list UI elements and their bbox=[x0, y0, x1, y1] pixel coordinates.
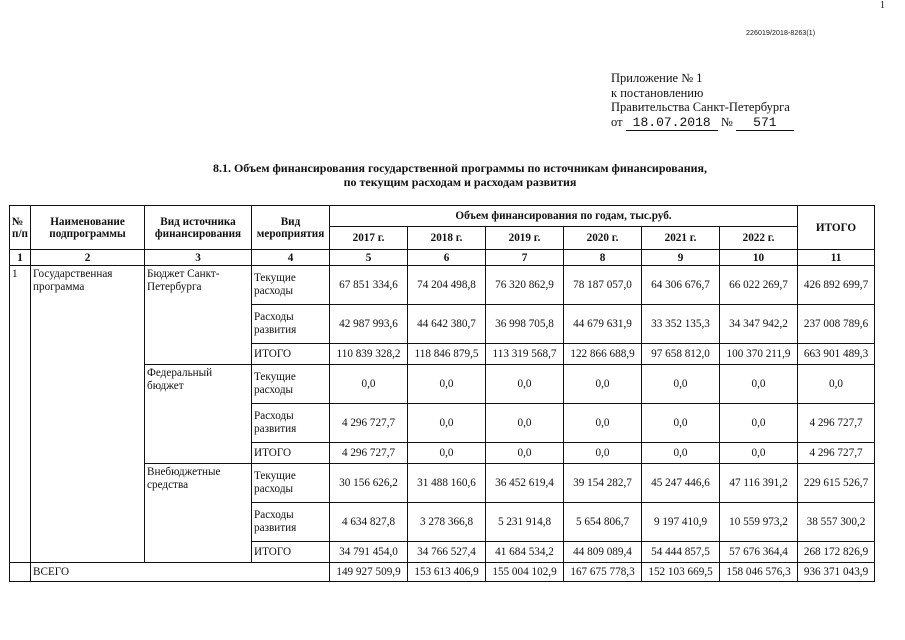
value-cell: 54 444 857,5 bbox=[642, 542, 720, 563]
source-name: Внебюджетные средства bbox=[145, 464, 252, 563]
header-years-group: Объем финансирования по годам, тыс.руб. bbox=[330, 206, 798, 227]
value-cell: 158 046 576,3 bbox=[720, 563, 798, 582]
kind-label: Текущие расходы bbox=[252, 464, 330, 503]
total-cell: 237 008 789,6 bbox=[798, 305, 875, 344]
value-cell: 76 320 862,9 bbox=[486, 266, 564, 305]
header-year: 2021 г. bbox=[642, 227, 720, 250]
total-cell: 936 371 043,9 bbox=[798, 563, 875, 582]
value-cell: 0,0 bbox=[408, 443, 486, 464]
value-cell: 167 675 778,3 bbox=[564, 563, 642, 582]
value-cell: 5 654 806,7 bbox=[564, 503, 642, 542]
value-cell: 33 352 135,3 bbox=[642, 305, 720, 344]
appendix-date-line bbox=[611, 115, 794, 132]
value-cell: 9 197 410,9 bbox=[642, 503, 720, 542]
column-index: 4 bbox=[252, 250, 330, 266]
page-corner-mark: 1 bbox=[880, 0, 885, 11]
value-cell: 4 296 727,7 bbox=[330, 404, 408, 443]
kind-label: Текущие расходы bbox=[252, 365, 330, 404]
value-cell: 110 839 328,2 bbox=[330, 344, 408, 365]
source-name: Федеральный бюджет bbox=[145, 365, 252, 464]
value-cell: 34 766 527,4 bbox=[408, 542, 486, 563]
total-cell: 38 557 300,2 bbox=[798, 503, 875, 542]
number-prefix: № bbox=[720, 114, 733, 129]
value-cell: 0,0 bbox=[486, 365, 564, 404]
kind-label: ИТОГО bbox=[252, 344, 330, 365]
source-name: Бюджет Санкт-Петербурга bbox=[145, 266, 252, 365]
total-cell: 268 172 826,9 bbox=[798, 542, 875, 563]
value-cell: 4 296 727,7 bbox=[330, 443, 408, 464]
value-cell: 0,0 bbox=[720, 404, 798, 443]
value-cell: 36 998 705,8 bbox=[486, 305, 564, 344]
financing-table bbox=[9, 205, 875, 582]
table-row bbox=[10, 266, 875, 305]
value-cell: 42 987 993,6 bbox=[330, 305, 408, 344]
grand-total-label: ВСЕГО bbox=[31, 563, 330, 582]
value-cell: 0,0 bbox=[486, 443, 564, 464]
value-cell: 100 370 211,9 bbox=[720, 344, 798, 365]
kind-label: ИТОГО bbox=[252, 443, 330, 464]
kind-label: Расходы развития bbox=[252, 305, 330, 344]
value-cell: 44 642 380,7 bbox=[408, 305, 486, 344]
total-cell: 229 615 526,7 bbox=[798, 464, 875, 503]
value-cell: 149 927 509,9 bbox=[330, 563, 408, 582]
value-cell: 118 846 879,5 bbox=[408, 344, 486, 365]
value-cell: 78 187 057,0 bbox=[564, 266, 642, 305]
value-cell: 30 156 626,2 bbox=[330, 464, 408, 503]
kind-label: Расходы развития bbox=[252, 404, 330, 443]
column-index: 3 bbox=[145, 250, 252, 266]
header-total: ИТОГО bbox=[798, 206, 875, 250]
value-cell: 0,0 bbox=[642, 365, 720, 404]
value-cell: 0,0 bbox=[408, 404, 486, 443]
header-year: 2018 г. bbox=[408, 227, 486, 250]
title-line-1: 8.1. Объем финансирования государственной программы по источникам финансирования, bbox=[212, 161, 708, 175]
subprogram-name: Государственная программа bbox=[31, 266, 145, 563]
value-cell: 97 658 812,0 bbox=[642, 344, 720, 365]
appendix-line-3: Правительства Санкт-Петербурга bbox=[611, 100, 790, 114]
row-number: 1 bbox=[10, 266, 31, 563]
value-cell: 152 103 669,5 bbox=[642, 563, 720, 582]
resolution-date: 18.07.2018 bbox=[626, 116, 718, 132]
value-cell: 0,0 bbox=[642, 404, 720, 443]
header-kind: Вид мероприятия bbox=[252, 206, 330, 250]
value-cell: 41 684 534,2 bbox=[486, 542, 564, 563]
header-year: 2020 г. bbox=[564, 227, 642, 250]
kind-label: Расходы развития bbox=[252, 503, 330, 542]
column-index: 9 bbox=[642, 250, 720, 266]
resolution-number: 571 bbox=[736, 116, 794, 132]
header-year: 2019 г. bbox=[486, 227, 564, 250]
value-cell: 122 866 688,9 bbox=[564, 344, 642, 365]
value-cell: 57 676 364,4 bbox=[720, 542, 798, 563]
value-cell: 64 306 676,7 bbox=[642, 266, 720, 305]
value-cell: 10 559 973,2 bbox=[720, 503, 798, 542]
value-cell: 0,0 bbox=[564, 365, 642, 404]
column-index: 7 bbox=[486, 250, 564, 266]
column-index: 5 bbox=[330, 250, 408, 266]
value-cell: 36 452 619,4 bbox=[486, 464, 564, 503]
value-cell: 0,0 bbox=[330, 365, 408, 404]
column-index-row bbox=[10, 250, 875, 266]
column-index: 10 bbox=[720, 250, 798, 266]
total-cell: 426 892 699,7 bbox=[798, 266, 875, 305]
value-cell: 0,0 bbox=[720, 365, 798, 404]
value-cell: 155 004 102,9 bbox=[486, 563, 564, 582]
kind-label: ИТОГО bbox=[252, 542, 330, 563]
appendix-line-2: к постановлению bbox=[611, 85, 704, 100]
value-cell: 0,0 bbox=[642, 443, 720, 464]
value-cell: 0,0 bbox=[564, 443, 642, 464]
value-cell: 4 634 827,8 bbox=[330, 503, 408, 542]
total-cell: 4 296 727,7 bbox=[798, 443, 875, 464]
total-cell: 0,0 bbox=[798, 365, 875, 404]
value-cell: 44 809 089,4 bbox=[564, 542, 642, 563]
column-index: 6 bbox=[408, 250, 486, 266]
value-cell: 66 022 269,7 bbox=[720, 266, 798, 305]
total-cell: 4 296 727,7 bbox=[798, 404, 875, 443]
grand-total-row bbox=[10, 563, 875, 582]
title-line-2: по текущим расходам и расходам развития bbox=[343, 175, 577, 189]
value-cell: 0,0 bbox=[408, 365, 486, 404]
value-cell: 39 154 282,7 bbox=[564, 464, 642, 503]
header-source: Вид источника финансирования bbox=[145, 206, 252, 250]
date-prefix: от bbox=[611, 114, 623, 129]
column-index: 8 bbox=[564, 250, 642, 266]
column-index: 11 bbox=[798, 250, 875, 266]
value-cell: 3 278 366,8 bbox=[408, 503, 486, 542]
value-cell: 34 347 942,2 bbox=[720, 305, 798, 344]
kind-label: Текущие расходы bbox=[252, 266, 330, 305]
value-cell: 113 319 568,7 bbox=[486, 344, 564, 365]
value-cell: 44 679 631,9 bbox=[564, 305, 642, 344]
value-cell: 45 247 446,6 bbox=[642, 464, 720, 503]
document-title bbox=[110, 161, 810, 189]
header-num: № п/п bbox=[10, 206, 31, 250]
header-year: 2017 г. bbox=[330, 227, 408, 250]
header-year: 2022 г. bbox=[720, 227, 798, 250]
value-cell: 31 488 160,6 bbox=[408, 464, 486, 503]
appendix-block bbox=[611, 71, 794, 131]
value-cell: 74 204 498,8 bbox=[408, 266, 486, 305]
total-cell: 663 901 489,3 bbox=[798, 344, 875, 365]
appendix-line-1: Приложение № 1 bbox=[611, 71, 703, 85]
column-index: 2 bbox=[31, 250, 145, 266]
value-cell: 153 613 406,9 bbox=[408, 563, 486, 582]
document-stamp: 226019/2018-8263(1) bbox=[746, 30, 816, 37]
value-cell: 5 231 914,8 bbox=[486, 503, 564, 542]
value-cell: 67 851 334,6 bbox=[330, 266, 408, 305]
value-cell: 0,0 bbox=[720, 443, 798, 464]
value-cell: 0,0 bbox=[564, 404, 642, 443]
column-index: 1 bbox=[10, 250, 31, 266]
value-cell: 34 791 454,0 bbox=[330, 542, 408, 563]
value-cell: 0,0 bbox=[486, 404, 564, 443]
value-cell: 47 116 391,2 bbox=[720, 464, 798, 503]
header-subprogram: Наименование подпрограммы bbox=[31, 206, 145, 250]
